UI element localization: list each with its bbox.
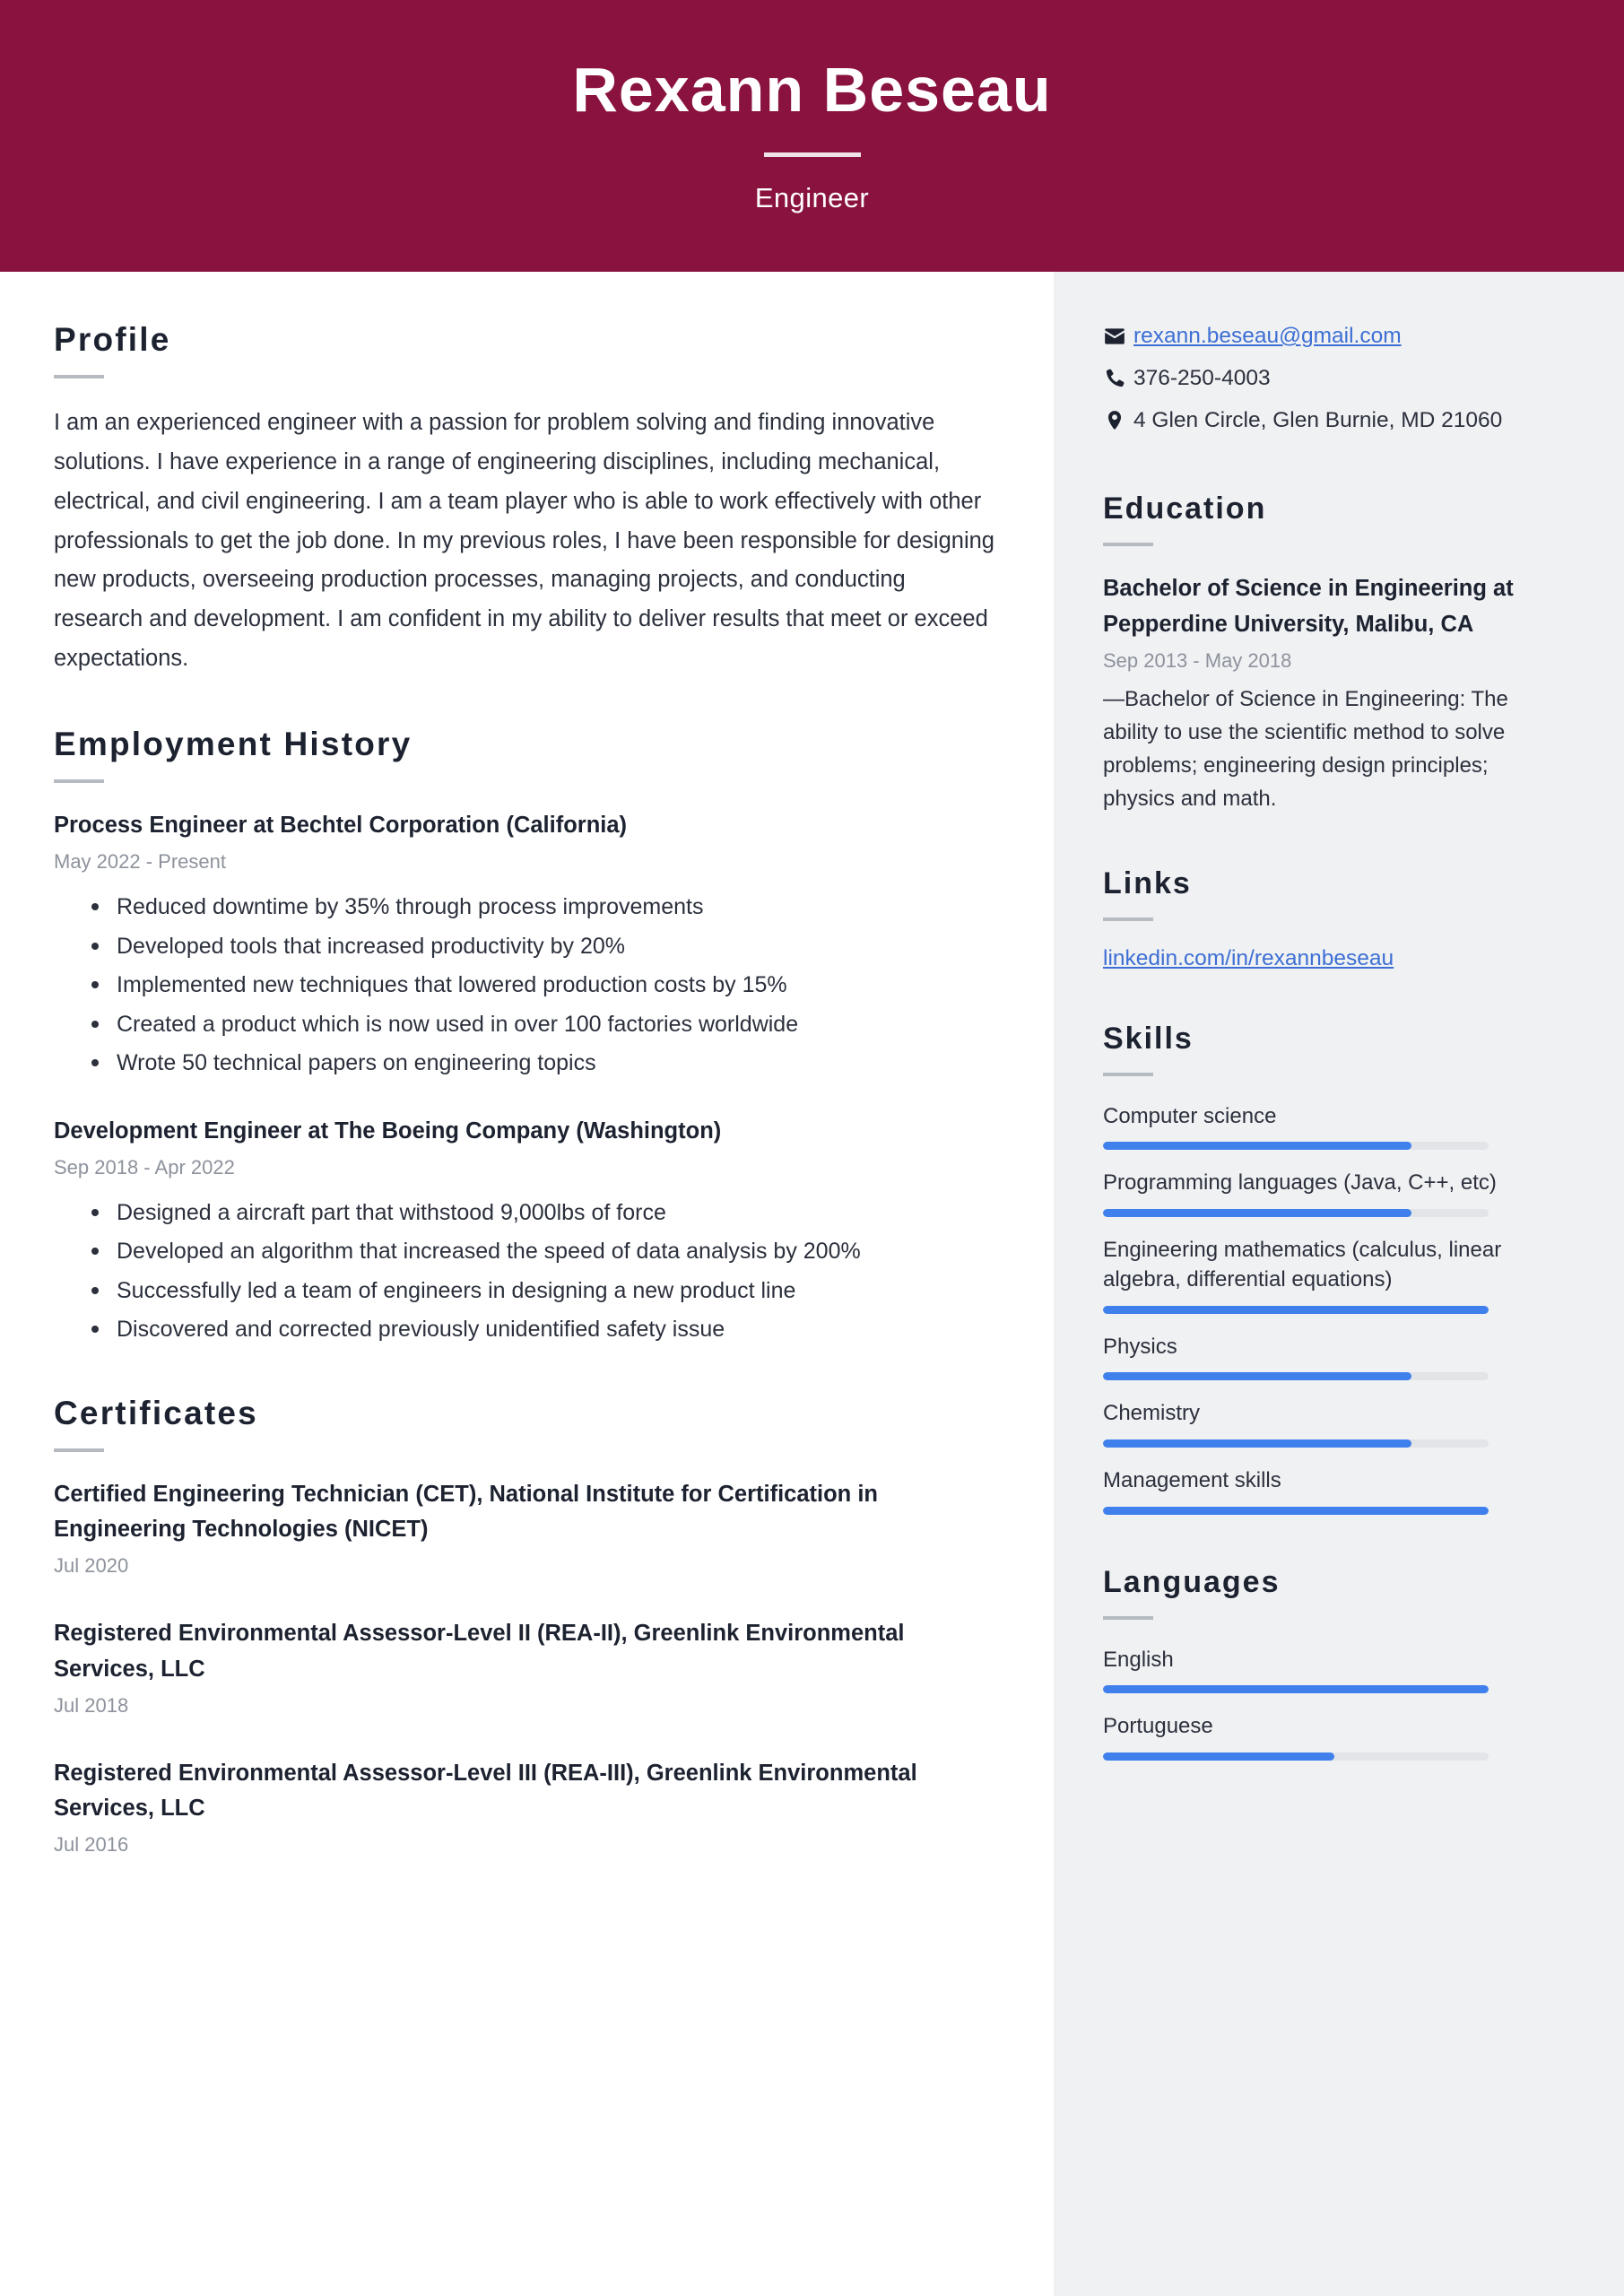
- languages-section: [1103, 1565, 1516, 1761]
- job-bullet: Wrote 50 technical papers on engineering topics: [88, 1045, 1000, 1082]
- section-divider: [54, 375, 104, 378]
- skills-list: [1103, 1101, 1516, 1515]
- job-bullet: Implemented new techniques that lowered production costs by 15%: [88, 967, 1000, 1004]
- job-bullet: Developed an algorithm that increased the speed of data analysis by 200%: [88, 1233, 1000, 1270]
- profile-heading: Profile: [54, 321, 171, 358]
- education-title: Bachelor of Science in Engineering at Pepperdine University, Malibu, CA: [1103, 576, 1514, 637]
- job-title: Development Engineer at The Boeing Company (Washington): [54, 1118, 722, 1144]
- job-title: Process Engineer at Bechtel Corporation (California): [54, 813, 628, 839]
- contact-row: [1103, 321, 1516, 352]
- certificates-section: [54, 1395, 1000, 1859]
- education-date: Sep 2013 - May 2018: [1103, 648, 1292, 672]
- main-column: [0, 272, 1054, 2296]
- phone-icon: [1103, 363, 1133, 390]
- employment-list: [54, 808, 1000, 1348]
- section-divider: [1103, 1616, 1153, 1620]
- contact-email-link[interactable]: rexann.beseau@gmail.com: [1133, 324, 1402, 348]
- skill-item-label: Physics: [1103, 1334, 1177, 1359]
- envelope-icon: [1103, 321, 1133, 348]
- skill-item-level-bar: [1103, 1142, 1489, 1150]
- map-pin-icon: [1103, 405, 1133, 432]
- languages-heading: Languages: [1103, 1564, 1281, 1599]
- contact-list: [1103, 321, 1516, 436]
- skill-item-level-fill: [1103, 1209, 1411, 1217]
- education-heading: Education: [1103, 491, 1267, 526]
- resume-header: [0, 0, 1624, 272]
- contact-address: 4 Glen Circle, Glen Burnie, MD 21060: [1133, 407, 1503, 432]
- certificates-list: [54, 1477, 1000, 1859]
- certificates-heading: Certificates: [54, 1394, 258, 1431]
- employment-entry: [54, 808, 1000, 1082]
- section-divider: [1103, 543, 1153, 546]
- skill-item-label: Programming languages (Java, C++, etc): [1103, 1170, 1497, 1196]
- skill-item: [1103, 1465, 1516, 1515]
- skill-item-level-bar: [1103, 1372, 1489, 1380]
- job-bullet: Discovered and corrected previously unidentified safety issue: [88, 1311, 1000, 1348]
- contact-row: [1103, 405, 1516, 437]
- education-description: —Bachelor of Science in Engineering: The ability to use the scientific method to solve problems; engineering design principles; physics and math.: [1103, 686, 1508, 812]
- header-divider: [764, 152, 861, 157]
- job-bullet-list: [88, 1195, 1000, 1348]
- language-item-level-bar: [1103, 1685, 1489, 1693]
- skills-heading: Skills: [1103, 1021, 1194, 1056]
- employment-entry: [54, 1114, 1000, 1348]
- job-date: May 2022 - Present: [54, 850, 226, 874]
- skill-item-label: Chemistry: [1103, 1401, 1201, 1426]
- certificate-title: Registered Environmental Assessor-Level II (REA-II), Greenlink Environmental Services, LLC: [54, 1621, 905, 1682]
- skill-item: [1103, 1168, 1516, 1217]
- job-bullet: Developed tools that increased productivity by 20%: [88, 928, 1000, 965]
- language-item-label: English: [1103, 1647, 1174, 1672]
- skill-item: [1103, 1332, 1516, 1381]
- job-bullet-list: [88, 889, 1000, 1082]
- certificate-title: Registered Environmental Assessor-Level III (REA-III), Greenlink Environmental Services, LLC: [54, 1760, 917, 1821]
- skill-item-level-fill: [1103, 1306, 1489, 1314]
- skill-item-level-bar: [1103, 1507, 1489, 1515]
- link-linkedin[interactable]: linkedin.com/in/rexannbeseau: [1103, 945, 1394, 970]
- skills-section: [1103, 1022, 1516, 1515]
- links-heading: Links: [1103, 865, 1192, 900]
- employment-section: [54, 726, 1000, 1348]
- resume-body: [0, 272, 1624, 2296]
- job-date: Sep 2018 - Apr 2022: [54, 1155, 235, 1178]
- contact-row: [1103, 363, 1516, 395]
- skill-item-label: Management skills: [1103, 1468, 1281, 1493]
- language-item-level-fill: [1103, 1752, 1334, 1761]
- job-bullet: Designed a aircraft part that withstood 9,000lbs of force: [88, 1195, 1000, 1231]
- job-bullet: Reduced downtime by 35% through process improvements: [88, 889, 1000, 926]
- profile-section: [54, 321, 1000, 679]
- education-section: [1103, 491, 1516, 815]
- section-divider: [1103, 918, 1153, 921]
- language-item-level-bar: [1103, 1752, 1489, 1761]
- section-divider: [1103, 1073, 1153, 1076]
- certificate-title: Certified Engineering Technician (CET), National Institute for Certification in Engineering Technologies (NICET): [54, 1481, 879, 1543]
- certificate-entry: [54, 1477, 1000, 1580]
- skill-item-level-bar: [1103, 1306, 1489, 1314]
- certificate-entry: [54, 1756, 1000, 1859]
- candidate-job-title: Engineer: [754, 181, 870, 213]
- certificate-date: Jul 2016: [54, 1833, 129, 1857]
- skill-item-level-bar: [1103, 1439, 1489, 1448]
- languages-list: [1103, 1645, 1516, 1761]
- language-item-label: Portuguese: [1103, 1714, 1213, 1739]
- job-bullet: Successfully led a team of engineers in designing a new product line: [88, 1273, 1000, 1309]
- skill-item: [1103, 1235, 1516, 1314]
- language-item-level-fill: [1103, 1685, 1489, 1693]
- contact-phone: 376-250-4003: [1133, 365, 1271, 390]
- skill-item: [1103, 1398, 1516, 1448]
- skill-item-level-fill: [1103, 1372, 1411, 1380]
- links-section: [1103, 866, 1516, 971]
- job-bullet: Created a product which is now used in over 100 factories worldwide: [88, 1006, 1000, 1043]
- candidate-name: Rexann Beseau: [572, 55, 1052, 126]
- skill-item-level-fill: [1103, 1507, 1489, 1515]
- language-item: [1103, 1711, 1516, 1761]
- skill-item-level-fill: [1103, 1142, 1411, 1150]
- skill-item-label: Engineering mathematics (calculus, linear algebra, differential equations): [1103, 1237, 1502, 1292]
- section-divider: [54, 1448, 104, 1452]
- skill-item-label: Computer science: [1103, 1103, 1277, 1128]
- certificate-date: Jul 2018: [54, 1693, 129, 1717]
- skill-item-level-fill: [1103, 1439, 1411, 1448]
- certificate-entry: [54, 1616, 1000, 1719]
- skill-item-level-bar: [1103, 1209, 1489, 1217]
- language-item: [1103, 1645, 1516, 1694]
- employment-heading: Employment History: [54, 726, 413, 763]
- section-divider: [54, 779, 104, 783]
- profile-text: I am an experienced engineer with a passion for problem solving and finding innovative solutions. I have experience in a range of engineering disciplines, including mechanical, electrical, and civil engineering. I am a team player who is able to work effectively with other professionals to get the job done. In my previous roles, I have been responsible for designing new products, overseeing production processes, managing projects, and conducting research and development. I am confident in my ability to deliver results that meet or exceed expectations.: [54, 410, 994, 672]
- skill-item: [1103, 1101, 1516, 1151]
- sidebar-column: [1054, 272, 1624, 2296]
- certificate-date: Jul 2020: [54, 1554, 129, 1578]
